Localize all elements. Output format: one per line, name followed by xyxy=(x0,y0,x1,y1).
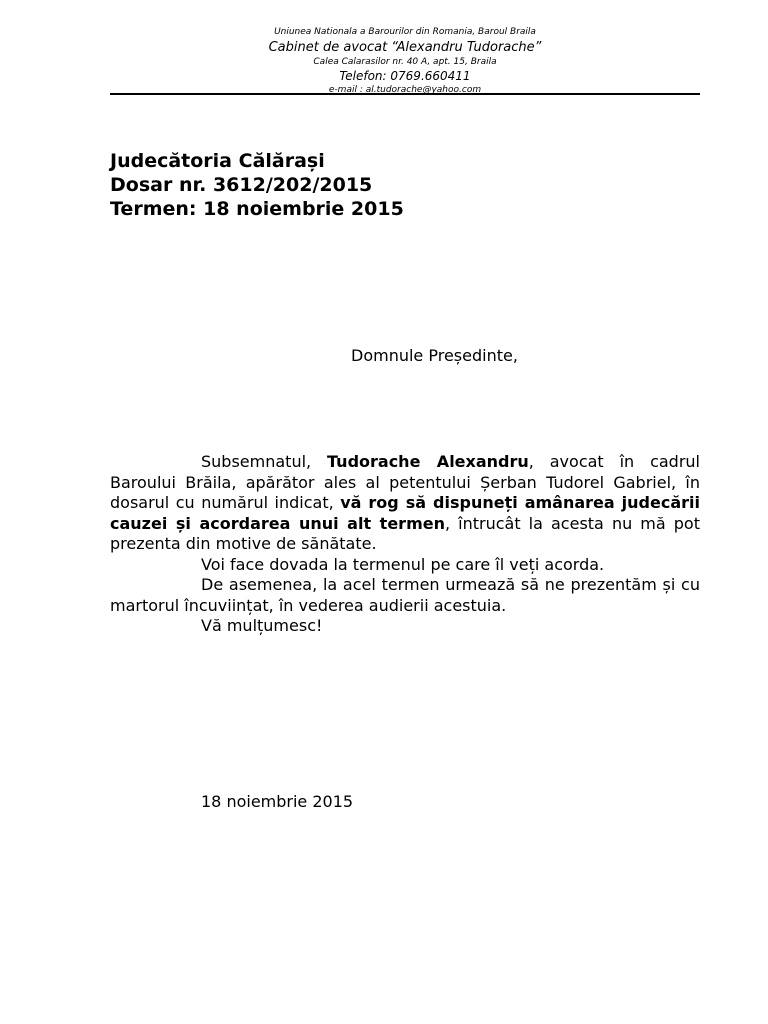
body-paragraph-thanks: Vă mulțumesc! xyxy=(201,616,323,635)
letterhead-phone: Telefon: 0769.660411 xyxy=(339,69,471,83)
body-paragraph-witness: De asemenea, la acel termen urmează să ne prezentăm și cu martorul încuviințat, în vederea audierii acestuia. xyxy=(110,575,700,615)
court-name: Judecătoria Călărași xyxy=(110,150,325,172)
letter-date: 18 noiembrie 2015 xyxy=(201,792,354,811)
salutation: Domnule Președinte, xyxy=(351,346,518,365)
letterhead-address: Calea Calarasilor nr. 40 A, apt. 15, Braila xyxy=(313,57,497,67)
lawyer-name: Tudorache Alexandru xyxy=(327,452,529,471)
body-text-segment: , întrucât la acesta nu mă pot prezenta din motive de sănătate. xyxy=(110,513,700,553)
file-number: Dosar nr. 3612/202/2015 xyxy=(110,174,373,196)
hearing-term: Termen: 18 noiembrie 2015 xyxy=(110,198,404,220)
letterhead-bar-association: Uniunea Nationala a Barourilor din Romania, Baroul Braila xyxy=(274,27,536,37)
body-text-segment: Subsemnatul, xyxy=(201,452,328,471)
body-text-segment: , avocat în cadrul Baroului Brăila, apărător ales al petentului Șerban Tudorel Gabriel, în dosarul cu numărul indicat, xyxy=(110,452,700,512)
court-header xyxy=(110,149,404,221)
letterhead-divider xyxy=(110,93,700,95)
letter-body xyxy=(110,452,700,637)
letterhead-cabinet-name: Cabinet de avocat “Alexandru Tudorache” xyxy=(268,40,542,55)
body-paragraph-request xyxy=(110,452,700,555)
letterhead xyxy=(110,26,700,96)
body-paragraph-proof: Voi face dovada la termenul pe care îl veți acorda. xyxy=(201,554,605,574)
postponement-request: vă rog să dispuneți amânarea judecării cauzei și acordarea unui alt termen xyxy=(110,493,700,533)
letterhead-email: e-mail : al.tudorache@yahoo.com xyxy=(328,85,482,95)
